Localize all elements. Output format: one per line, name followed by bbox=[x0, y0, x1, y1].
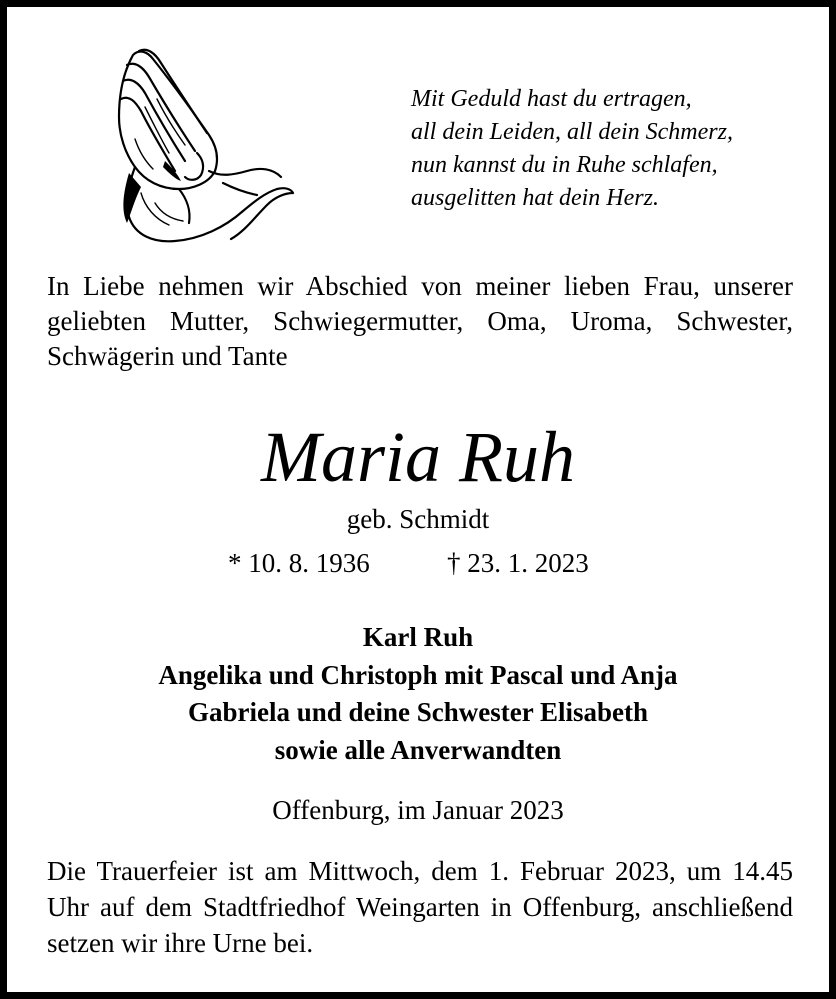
poem-line: Mit Geduld hast du ertragen, bbox=[411, 86, 692, 112]
poem-line: ausgelitten hat dein Herz. bbox=[411, 185, 659, 211]
mourner-line: Gabriela und deine Schwester Elisabeth bbox=[187, 697, 649, 727]
mourner-line: Karl Ruh bbox=[362, 622, 474, 652]
farewell-intro: In Liebe nehmen wir Abschied von meiner lieben Frau, unserer geliebten Mutter, Schwiegermutter, Oma, Uroma, Schwester, Schwägerin und Tante bbox=[47, 271, 793, 371]
mourner-line: Angelika und Christoph mit Pascal und Anja bbox=[158, 659, 678, 690]
memorial-poem bbox=[411, 83, 733, 215]
poem-line: nun kannst du in Ruhe schlafen, bbox=[411, 152, 718, 178]
poem-line: all dein Leiden, all dein Schmerz, bbox=[411, 119, 733, 145]
death-date: † 23. 1. 2023 bbox=[447, 548, 589, 578]
maiden-name: geb. Schmidt bbox=[346, 504, 490, 534]
deceased-name: Maria Ruh bbox=[261, 417, 575, 497]
mourner-line: sowie alle Anverwandten bbox=[274, 734, 562, 765]
birth-date: * 10. 8. 1936 bbox=[228, 548, 370, 578]
mourners-list bbox=[7, 619, 829, 769]
place-and-date: Offenburg, im Januar 2023 bbox=[272, 795, 564, 825]
praying-hands-icon bbox=[105, 43, 295, 248]
funeral-notice: Die Trauerfeier ist am Mittwoch, dem 1. Februar 2023, um 14.45 Uhr auf dem Stadtfriedhof Weingarten in Offenburg, anschließend setzen wir ihre Urne bei. bbox=[47, 856, 793, 958]
